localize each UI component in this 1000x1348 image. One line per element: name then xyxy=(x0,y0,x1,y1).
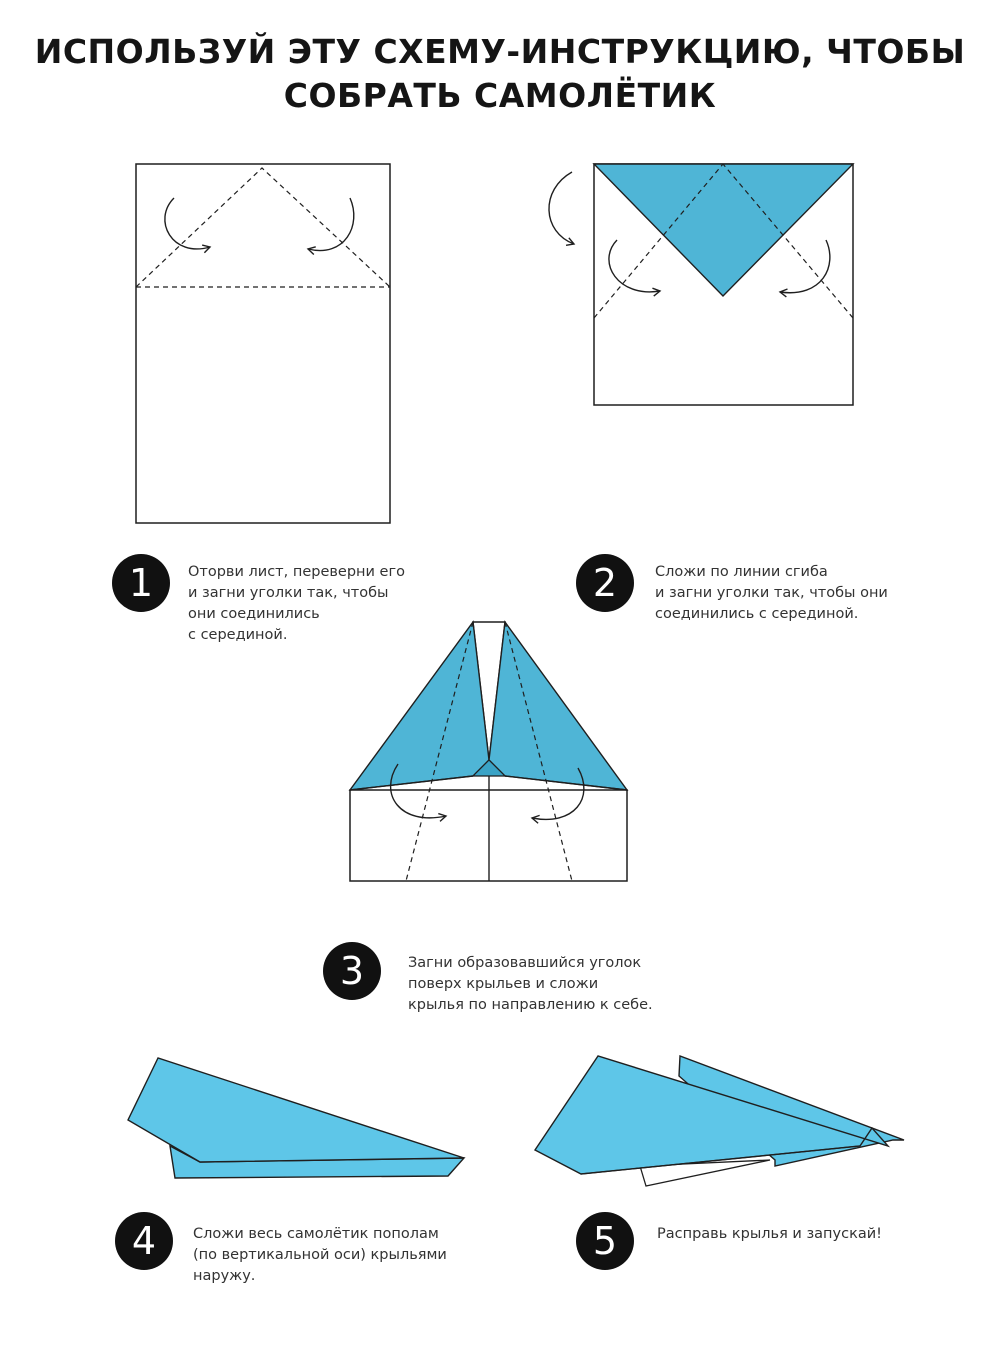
figure-step-2 xyxy=(549,164,853,405)
title-line-1: ИСПОЛЬЗУЙ ЭТУ СХЕМУ-ИНСТРУКЦИЮ, ЧТОБЫ xyxy=(34,32,966,71)
step-4-line-3: наружу. xyxy=(193,1268,256,1284)
step-5-text xyxy=(657,1224,882,1245)
flip-arrow-icon xyxy=(549,172,574,244)
step-1-line-1: Оторви лист, переверни его xyxy=(188,564,405,580)
step-2-badge: 2 xyxy=(576,554,634,612)
step-4-line-1: Сложи весь самолётик пополам xyxy=(193,1226,439,1242)
step-2-line-2: и загни уголки так, чтобы они xyxy=(655,585,888,601)
step-3-line-1: Загни образовавшийся уголок xyxy=(408,955,642,971)
figure-step-3 xyxy=(350,622,627,881)
step-5-badge: 5 xyxy=(576,1212,634,1270)
figure-step-1 xyxy=(136,164,390,523)
step-1-text xyxy=(188,562,405,646)
step-1-line-4: с серединой. xyxy=(188,627,288,643)
step-2-line-1: Сложи по линии сгиба xyxy=(655,564,828,580)
step-5-line-1: Расправь крылья и запускай! xyxy=(657,1226,882,1242)
figure-step-4 xyxy=(128,1058,464,1178)
step-2-text xyxy=(655,562,888,625)
figure-step-5 xyxy=(535,1056,904,1186)
step-3-text xyxy=(408,953,653,1016)
step-4-badge: 4 xyxy=(115,1212,173,1270)
step-1-line-3: они соединились xyxy=(188,606,320,622)
title-line-2: СОБРАТЬ САМОЛЁТИК xyxy=(283,76,717,115)
step-3-badge: 3 xyxy=(323,942,381,1000)
step-4-line-2: (по вертикальной оси) крыльями xyxy=(193,1247,447,1263)
step-4-text xyxy=(193,1224,447,1287)
step-1-line-2: и загни уголки так, чтобы xyxy=(188,585,389,601)
step-3-line-2: поверх крыльев и сложи xyxy=(408,976,599,992)
step-1-badge: 1 xyxy=(112,554,170,612)
step-2-line-3: соединились с серединой. xyxy=(655,606,859,622)
step-3-line-3: крылья по направлению к себе. xyxy=(408,997,653,1013)
